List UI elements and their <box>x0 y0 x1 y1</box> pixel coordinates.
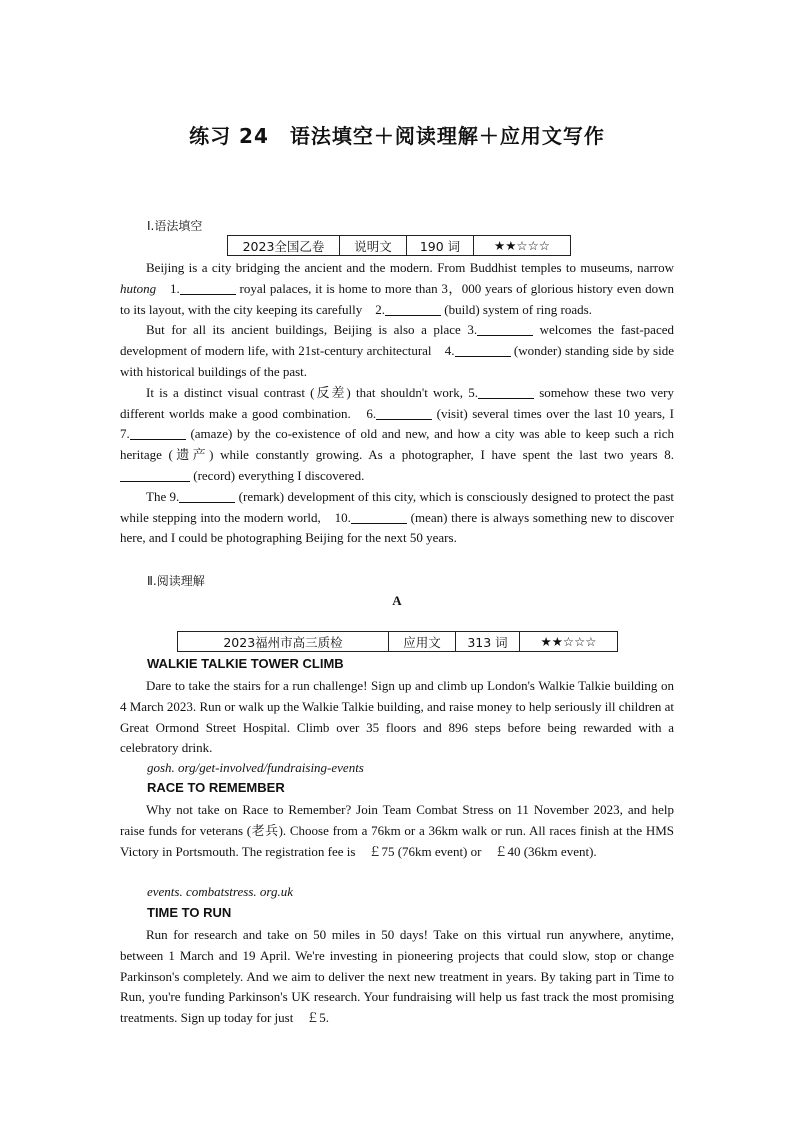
item-title-race-to-remember: RACE TO REMEMBER <box>147 780 285 795</box>
grammar-paragraph-4: The 9. (remark) development of this city, which is consciously designed to protect the past while stepping into the modern world, 10. (mean) there is always something new to discover here, and I could be photographing Beijing for the next 50 years. <box>120 488 675 546</box>
blank-9[interactable] <box>179 489 235 503</box>
blank-2[interactable] <box>385 302 441 316</box>
reading-meta-table <box>177 631 618 652</box>
item-title-walkie-talkie: WALKIE TALKIE TOWER CLIMB <box>147 656 344 671</box>
meta-genre: 说明文 <box>340 236 407 256</box>
blank-3[interactable] <box>477 322 533 336</box>
blank-10[interactable] <box>351 510 407 524</box>
item-source-link[interactable]: gosh. org/get-involved/fundraising-events <box>147 760 364 775</box>
meta-source: 2023福州市高三质检 <box>178 632 389 652</box>
blank-5[interactable] <box>478 385 534 399</box>
page-title: 练习 24 语法填空＋阅读理解＋应用文写作 <box>189 124 605 148</box>
meta-difficulty: ★★☆☆☆ <box>474 236 571 256</box>
blank-7[interactable] <box>130 426 186 440</box>
meta-words: 190 词 <box>407 236 474 256</box>
blank-8[interactable] <box>120 468 190 482</box>
passage-letter: A <box>392 593 402 608</box>
item-body-walkie-talkie: Dare to take the stairs for a run challenge! Sign up and climb up London's Walkie Talkie building on 4 March 2023. Run or walk up the Walkie Talkie building, and raise money to help seriously ill children at Great Ormond Street Hospital. Climb over 35 floors and 896 steps before being rewarded with a celebratory drink. <box>120 678 675 756</box>
grammar-paragraph-2: But for all its ancient buildings, Beijing is also a place 3. welcomes the fast-paced development of modern life, with 21st-century architectural 4. (wonder) standing side by side with historical buildings of the past. <box>120 322 675 379</box>
grammar-meta-table <box>227 235 571 256</box>
grammar-paragraph-1: Beijing is a city bridging the ancient and the modern. From Buddhist temples to museums, narrow hutong 1. royal palaces, it is home to more than 3，000 years of glorious history even down to its layout, with the city keeping its carefully 2. (build) system of ring roads. <box>120 260 674 317</box>
item-body-time-to-run: Run for research and take on 50 miles in 50 days! Take on this virtual run anywhere, anytime, between 1 March and 19 April. We're investing in pioneering projects that could slow, stop or change Parkinson's completely. And we aim to deliver the next new treatment in years. By taking part in Time to Run, you're funding Parkinson's UK research. Your fundraising will help us fast track the most promising treatments. Sign up today for just ￡5. <box>120 927 675 1026</box>
section-reading-heading: Ⅱ.阅读理解 <box>147 574 205 588</box>
blank-6[interactable] <box>376 406 432 420</box>
meta-source: 2023全国乙卷 <box>228 236 340 256</box>
item-source-link[interactable]: events. combatstress. org.uk <box>147 884 293 899</box>
blank-1[interactable] <box>180 281 236 295</box>
meta-difficulty: ★★☆☆☆ <box>520 632 618 652</box>
item-body-race-to-remember: Why not take on Race to Remember? Join Team Combat Stress on 11 November 2023, and help raise funds for veterans (老兵). Choose from a 76km or a 36km walk or run. All races finish at the HMS Victory in Portsmouth. The registration fee is ￡75 (76km event) or ￡40 (36km event). <box>120 802 674 859</box>
item-title-time-to-run: TIME TO RUN <box>147 905 232 920</box>
meta-words: 313 词 <box>456 632 520 652</box>
grammar-paragraph-3: It is a distinct visual contrast (反差) that shouldn't work, 5. somehow these two very different worlds make a good combination. 6. (visit) several times over the last 10 years, I 7. (amaze) by the co-existence of old and new, and how a city was able to keep such a rich heritage (遗产) while constantly growing. As a photographer, I have spent the last two years 8. (record) everything I discovered. <box>120 384 688 483</box>
grammar-passage <box>120 258 688 549</box>
section-grammar-heading: Ⅰ.语法填空 <box>147 219 203 233</box>
meta-genre: 应用文 <box>389 632 456 652</box>
blank-4[interactable] <box>455 343 511 357</box>
